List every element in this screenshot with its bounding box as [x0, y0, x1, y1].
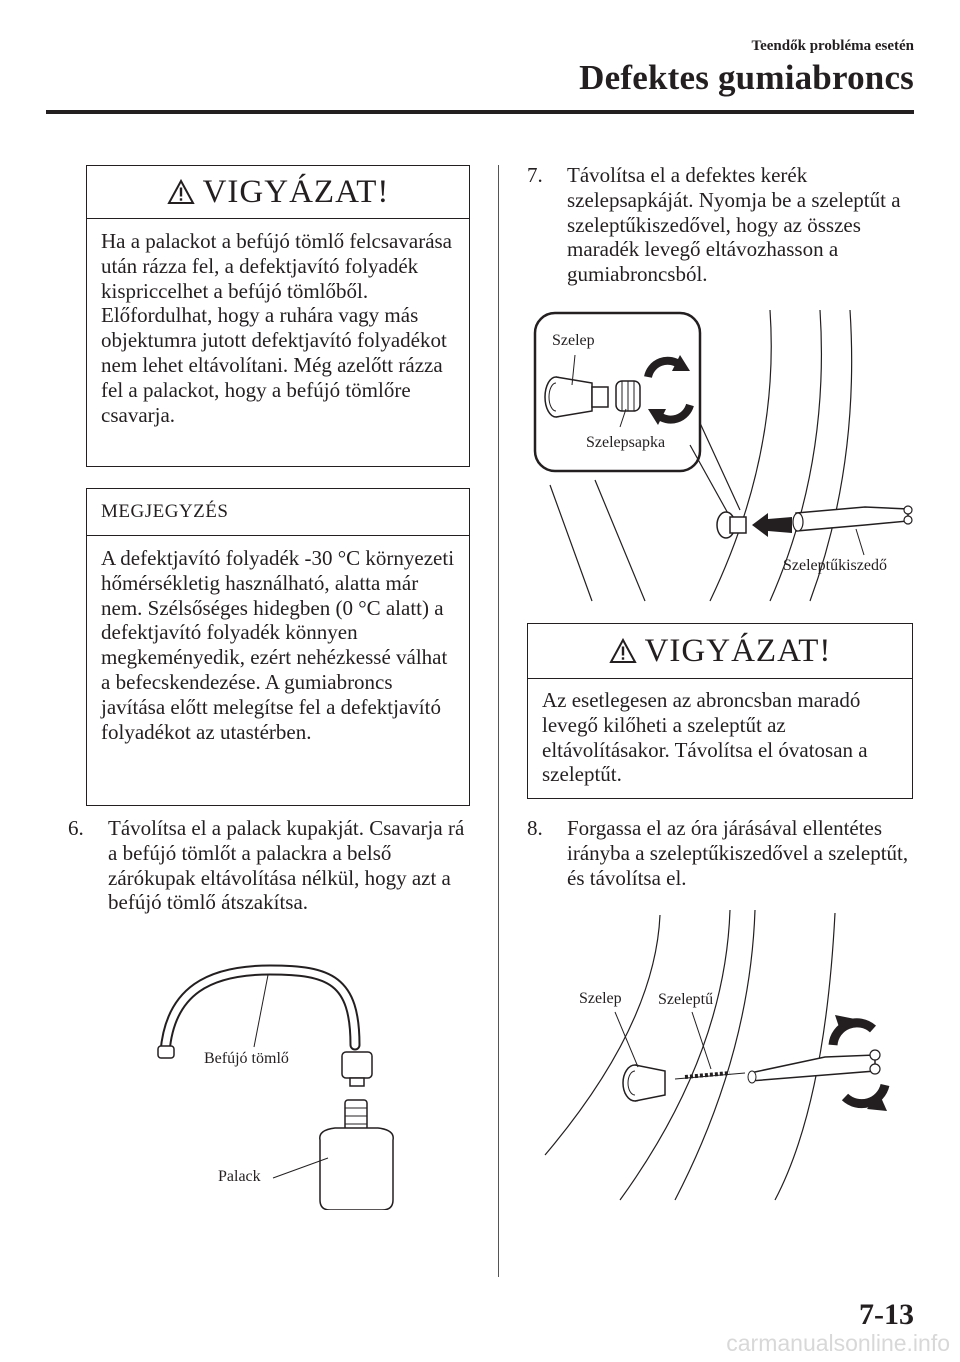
note-header	[87, 489, 469, 536]
page-title: Defektes gumiabroncs	[579, 58, 914, 97]
valve-cap-label: Szelepsapka	[586, 434, 666, 451]
warning-icon	[167, 179, 195, 205]
step-8	[527, 816, 917, 890]
caution-title-1: VIGYÁZAT!	[202, 173, 390, 210]
step-text: Távolítsa el a defektes kerék szelepsapkáját. Nyomja be a szeleptűt a szeleptűkiszedővel, hogy az összes maradék levegő eltávozhasson a gumiabroncsból.	[567, 163, 901, 287]
note-text: A defektjavító folyadék -30 °C környezeti hőmérsékletig használható, alatta már nem. Szélsőséges hidegben (0 °C alatt) a defektjavító folyadék könnyen megkeményedik, ezért nehézkessé válhat a befecskendezése. A gumiabroncs javítása előtt melegítse fel a defektjavító folyadékot az utastérben.	[101, 546, 455, 744]
bottle-label: Palack	[218, 1168, 261, 1185]
caution-text-2: Az esetlegesen az abroncsban maradó levegő kilőheti a szeleptűt az eltávolításakor. Távolítsa el óvatosan a szeleptűt.	[542, 688, 868, 787]
caution-box-2	[527, 623, 913, 799]
note-box	[86, 488, 470, 806]
step-number: 7.	[527, 163, 543, 187]
caution-header-1	[87, 166, 469, 219]
step-6	[68, 816, 470, 915]
caution-box-1	[86, 165, 470, 467]
valve-tool-label: Szeleptűkiszedő	[783, 557, 887, 574]
step-number: 6.	[68, 816, 84, 840]
watermark: carmanualsonline.info	[726, 1330, 950, 1356]
bottle-hose-drawing	[150, 960, 450, 1210]
caution-text-1: Ha a palackot a befújó tömlő felcsavarása után rázza fel, a defektjavító folyadék kispriccelhet a befújó tömlőből. Előfordulhat, hogy a ruhára vagy más objektumra jutott defektjavító folyadékot nem lehet eltávolítani. Még azelőtt rázza fel a palackot, hogy a befújó tömlőre csavarja.	[101, 229, 453, 427]
step-text: Távolítsa el a palack kupakját. Csavarja rá a befújó tömlőt a palackra a belső zárókupak eltávolítása nélkül, hogy azt a befújó tömlő átszakítsa.	[108, 816, 465, 915]
figure-valve-core	[535, 905, 915, 1205]
warning-icon	[609, 638, 637, 664]
column-divider	[498, 165, 499, 1277]
step-text: Forgassa el az óra járásával ellentétes irányba a szeleptűkiszedővel a szeleptűt, és távolítsa el.	[567, 816, 909, 890]
page-number: 7-13	[859, 1298, 914, 1331]
caution-title-2: VIGYÁZAT!	[644, 632, 832, 669]
valve-label: Szelep	[552, 332, 595, 349]
hose-label: Befújó tömlő	[204, 1050, 289, 1067]
header-rule	[46, 110, 914, 114]
figure-bottle-hose	[150, 960, 450, 1210]
valve-core-label: Szeleptű	[658, 991, 714, 1008]
section-title: Teendők probléma esetén	[751, 38, 914, 54]
figure-valve-cap	[530, 305, 920, 603]
step-number: 8.	[527, 816, 543, 840]
caution-header-2	[528, 624, 912, 679]
valve-core-drawing	[535, 905, 915, 1205]
note-title: MEGJEGYZÉS	[101, 501, 229, 522]
step-7	[527, 163, 917, 287]
valve-label-2: Szelep	[579, 990, 622, 1007]
